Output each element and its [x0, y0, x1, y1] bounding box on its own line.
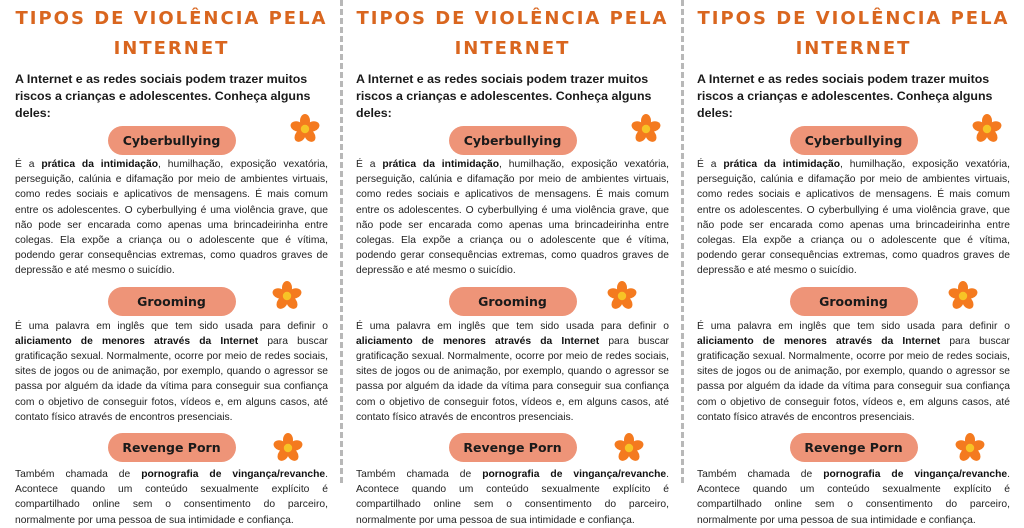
- flyer-column-2: [341, 0, 682, 526]
- flower-icon: [948, 281, 978, 311]
- section-paragraph: É uma palavra em inglês que tem sido usada para definir o aliciamento de menores através da Internet para buscar gratificação sexual. Normalmente, ocorre por meio de redes sociais, sites de jogos ou de animação, por exemplo, quando o agressor se passa por alguém da idade da vítima para conseguir sua confiança com o objetivo de conseguir fotos, vídeos e, em alguns casos, até contato físico através de encontros presenciais.: [697, 320, 1010, 423]
- page-title: TIPOS DE VIOLÊNCIA PELA INTERNET: [15, 8, 328, 59]
- section-paragraph: Também chamada de pornografia de vingança/revanche. Acontece quando um conteúdo sexualmente explícito é compartilhado online sem o consentimento do parceiro, normalmente por uma pessoa de sua intimidade e confiança.: [15, 469, 328, 526]
- flyer-column-3: [682, 0, 1023, 526]
- heading-pill: Revenge Porn: [449, 433, 577, 462]
- section-paragraph: Também chamada de pornografia de vingança/revanche. Acontece quando um conteúdo sexualmente explícito é compartilhado online sem o consentimento do parceiro, normalmente por uma pessoa de sua intimidade e confiança.: [356, 469, 669, 526]
- intro-text: A Internet e as redes sociais podem trazer muitos riscos a crianças e adolescentes. Conheça alguns deles:: [356, 72, 652, 120]
- section-header-grooming: [15, 287, 328, 317]
- dashed-divider: [681, 0, 684, 483]
- dashed-divider: [340, 0, 343, 483]
- section-paragraph: É a prática da intimidação, humilhação, exposição vexatória, perseguição, calúnia e difamação por meio de ambientes virtuais, como redes sociais e aplicativos de mensagens. É mais comum entre os adolescentes. O cyberbullying é uma violência grave, que não pode ser encarada como apenas uma brincadeirinha entre colegas. Ela expõe a criança ou o adolescente que é vítima, podendo gerar consequências extremas, como quadros graves de depressão e até mesmo o suicídio.: [356, 159, 669, 277]
- flower-icon: [607, 281, 637, 311]
- heading-pill: Cyberbullying: [790, 126, 918, 155]
- section-header-cyberbullying: [356, 126, 669, 156]
- page-title: TIPOS DE VIOLÊNCIA PELA INTERNET: [356, 8, 669, 59]
- heading-pill: Grooming: [108, 287, 236, 316]
- flower-icon: [631, 114, 661, 144]
- flower-icon: [955, 433, 985, 463]
- section-header-revenge-porn: [356, 433, 669, 463]
- section-header-cyberbullying: [15, 126, 328, 156]
- flower-icon: [272, 281, 302, 311]
- heading-pill: Revenge Porn: [790, 433, 918, 462]
- heading-pill: Grooming: [790, 287, 918, 316]
- section-header-grooming: [356, 287, 669, 317]
- flower-icon: [290, 114, 320, 144]
- heading-pill: Cyberbullying: [108, 126, 236, 155]
- heading-pill: Grooming: [449, 287, 577, 316]
- flower-icon: [614, 433, 644, 463]
- flower-icon: [972, 114, 1002, 144]
- section-header-revenge-porn: [15, 433, 328, 463]
- flyer-column-1: [0, 0, 341, 526]
- section-paragraph: É uma palavra em inglês que tem sido usada para definir o aliciamento de menores através da Internet para buscar gratificação sexual. Normalmente, ocorre por meio de redes sociais, sites de jogos ou de animação, por exemplo, quando o agressor se passa por alguém da idade da vítima para conseguir sua confiança com o objetivo de conseguir fotos, vídeos e, em alguns casos, até contato físico através de encontros presenciais.: [15, 320, 328, 423]
- section-header-revenge-porn: [697, 433, 1010, 463]
- section-header-cyberbullying: [697, 126, 1010, 156]
- page-title: TIPOS DE VIOLÊNCIA PELA INTERNET: [697, 8, 1010, 59]
- intro-text: A Internet e as redes sociais podem trazer muitos riscos a crianças e adolescentes. Conheça alguns deles:: [697, 72, 993, 120]
- section-paragraph: É a prática da intimidação, humilhação, exposição vexatória, perseguição, calúnia e difamação por meio de ambientes virtuais, como redes sociais e aplicativos de mensagens. É mais comum entre os adolescentes. O cyberbullying é uma violência grave, que não pode ser encarada como apenas uma brincadeirinha entre colegas. Ela expõe a criança ou o adolescente que é vítima, podendo gerar consequências extremas, como quadros graves de depressão e até mesmo o suicídio.: [15, 159, 328, 277]
- section-header-grooming: [697, 287, 1010, 317]
- section-paragraph: Também chamada de pornografia de vingança/revanche. Acontece quando um conteúdo sexualmente explícito é compartilhado online sem o consentimento do parceiro, normalmente por uma pessoa de sua intimidade e confiança.: [697, 469, 1010, 526]
- section-paragraph: É a prática da intimidação, humilhação, exposição vexatória, perseguição, calúnia e difamação por meio de ambientes virtuais, como redes sociais e aplicativos de mensagens. É mais comum entre os adolescentes. O cyberbullying é uma violência grave, que não pode ser encarada como apenas uma brincadeirinha entre colegas. Ela expõe a criança ou o adolescente que é vítima, podendo gerar consequências extremas, como quadros graves de depressão e até mesmo o suicídio.: [697, 159, 1010, 277]
- heading-pill: Revenge Porn: [108, 433, 236, 462]
- flower-icon: [273, 433, 303, 463]
- intro-text: A Internet e as redes sociais podem trazer muitos riscos a crianças e adolescentes. Conheça alguns deles:: [15, 72, 311, 120]
- section-paragraph: É uma palavra em inglês que tem sido usada para definir o aliciamento de menores através da Internet para buscar gratificação sexual. Normalmente, ocorre por meio de redes sociais, sites de jogos ou de animação, por exemplo, quando o agressor se passa por alguém da idade da vítima para conseguir sua confiança com o objetivo de conseguir fotos, vídeos e, em alguns casos, até contato físico através de encontros presenciais.: [356, 320, 669, 423]
- heading-pill: Cyberbullying: [449, 126, 577, 155]
